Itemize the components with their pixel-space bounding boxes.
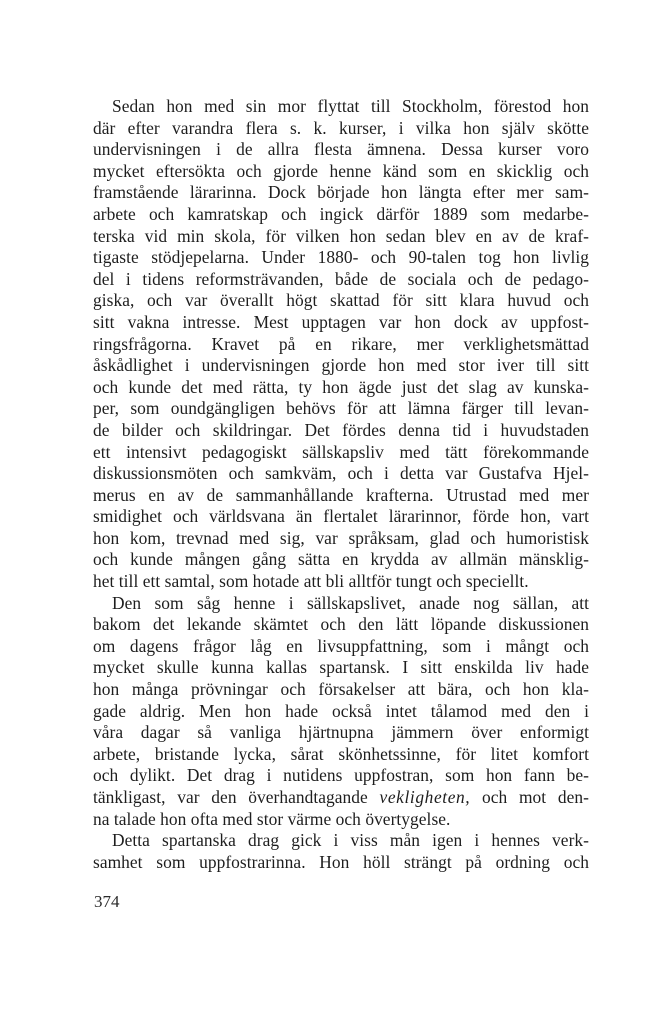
text-fragment: och mot den- bbox=[481, 787, 589, 807]
text-line: arbete, bristande lycka, sårat skönhetssinne, för litet komfort bbox=[93, 743, 589, 764]
text-line: hon många prövningar och försakelser att bära, och hon kla- bbox=[93, 679, 589, 700]
text-line: merus en av de sammanhållande krafterna. Utrustad med mer bbox=[93, 484, 589, 505]
text-line: mycket eftersökta och gjorde henne känd som en skicklig och bbox=[93, 160, 589, 181]
text-line bbox=[93, 787, 589, 809]
text-line: framstående lärarinna. Dock började hon längta efter mer sam- bbox=[93, 182, 589, 203]
body-text bbox=[93, 96, 589, 873]
text-line: smidighet och världsvana än flertalet lärarinnor, förde hon, vart bbox=[93, 506, 589, 527]
text-line: och dylikt. Det drag i nutidens uppfostran, som hon fann be- bbox=[93, 765, 589, 786]
text-fragment: tänkligast, var den överhandtagande bbox=[93, 787, 368, 807]
text-line: Sedan hon med sin mor flyttat till Stockholm, förestod hon bbox=[112, 96, 589, 116]
text-line: om dagens frågor låg en livsuppfattning, som i mångt och bbox=[93, 635, 589, 656]
text-line: hon kom, trevnad med sig, var språksam, glad och humoristisk bbox=[93, 527, 589, 548]
text-line: diskussionsmöten och samkväm, och i detta var Gustafva Hjel- bbox=[93, 463, 589, 484]
text-line: våra dagar så vanliga hjärtnupna jämmern över enformigt bbox=[93, 722, 589, 743]
text-line: sitt vakna intresse. Mest upptagen var hon dock av uppfost- bbox=[93, 311, 589, 332]
text-line: tigaste stödjepelarna. Under 1880- och 90-talen tog hon livlig bbox=[93, 247, 589, 268]
text-line: na talade hon ofta med stor värme och övertygelse. bbox=[93, 808, 451, 829]
text-line: mycket skulle kunna kallas spartansk. I sitt enskilda liv hade bbox=[93, 657, 589, 678]
text-line: Den som såg henne i sällskapslivet, anade nog sällan, att bbox=[112, 592, 589, 613]
text-line: ringsfrågorna. Kravet på en rikare, mer verklighetsmättad bbox=[93, 333, 589, 354]
text-line: Detta spartanska drag gick i viss mån igen i hennes verk- bbox=[112, 830, 589, 851]
text-line: per, som oundgängligen behövs för att lämna färger till levan- bbox=[93, 398, 589, 419]
text-line: åskådlighet i undervisningen gjorde hon med stor iver till sitt bbox=[93, 355, 589, 376]
text-line: ett intensivt pedagogiskt sällskapsliv med tätt förekommande bbox=[93, 441, 589, 462]
text-line: samhet som uppfostrarinna. Hon höll strängt på ordning och bbox=[93, 851, 589, 872]
text-line: terska vid min skola, för vilken hon sedan blev en av de kraf- bbox=[93, 225, 589, 246]
text-line: giska, och var överallt högt skattad för sitt klara huvud och bbox=[93, 290, 589, 311]
text-line: där efter varandra flera s. k. kurser, i vilka hon själv skötte bbox=[93, 117, 589, 138]
text-line: het till ett samtal, som hotade att bli alltför tungt och speciellt. bbox=[93, 571, 529, 592]
emphasized-word: vekligheten, bbox=[379, 787, 471, 807]
page-number: 374 bbox=[94, 892, 120, 911]
text-line: och kunde det med rätta, ty hon ägde just det slag av kunska- bbox=[93, 376, 589, 397]
text-line: del i tidens reformsträvanden, både de sociala och de pedago- bbox=[93, 268, 589, 289]
text-line: arbete och kamratskap och ingick därför 1889 som medarbe- bbox=[93, 203, 589, 224]
text-line: de bilder och skildringar. Det fördes denna tid i huvudstaden bbox=[93, 419, 589, 440]
text-line: bakom det lekande skämtet och den lätt löpande diskussionen bbox=[93, 614, 589, 635]
text-line: undervisningen i de allra flesta ämnena. Dessa kurser voro bbox=[93, 139, 589, 160]
text-line: och kunde mången gång sätta en krydda av allmän mänsklig- bbox=[93, 549, 589, 570]
text-line: gade aldrig. Men hon hade också intet tålamod med den i bbox=[93, 700, 589, 721]
